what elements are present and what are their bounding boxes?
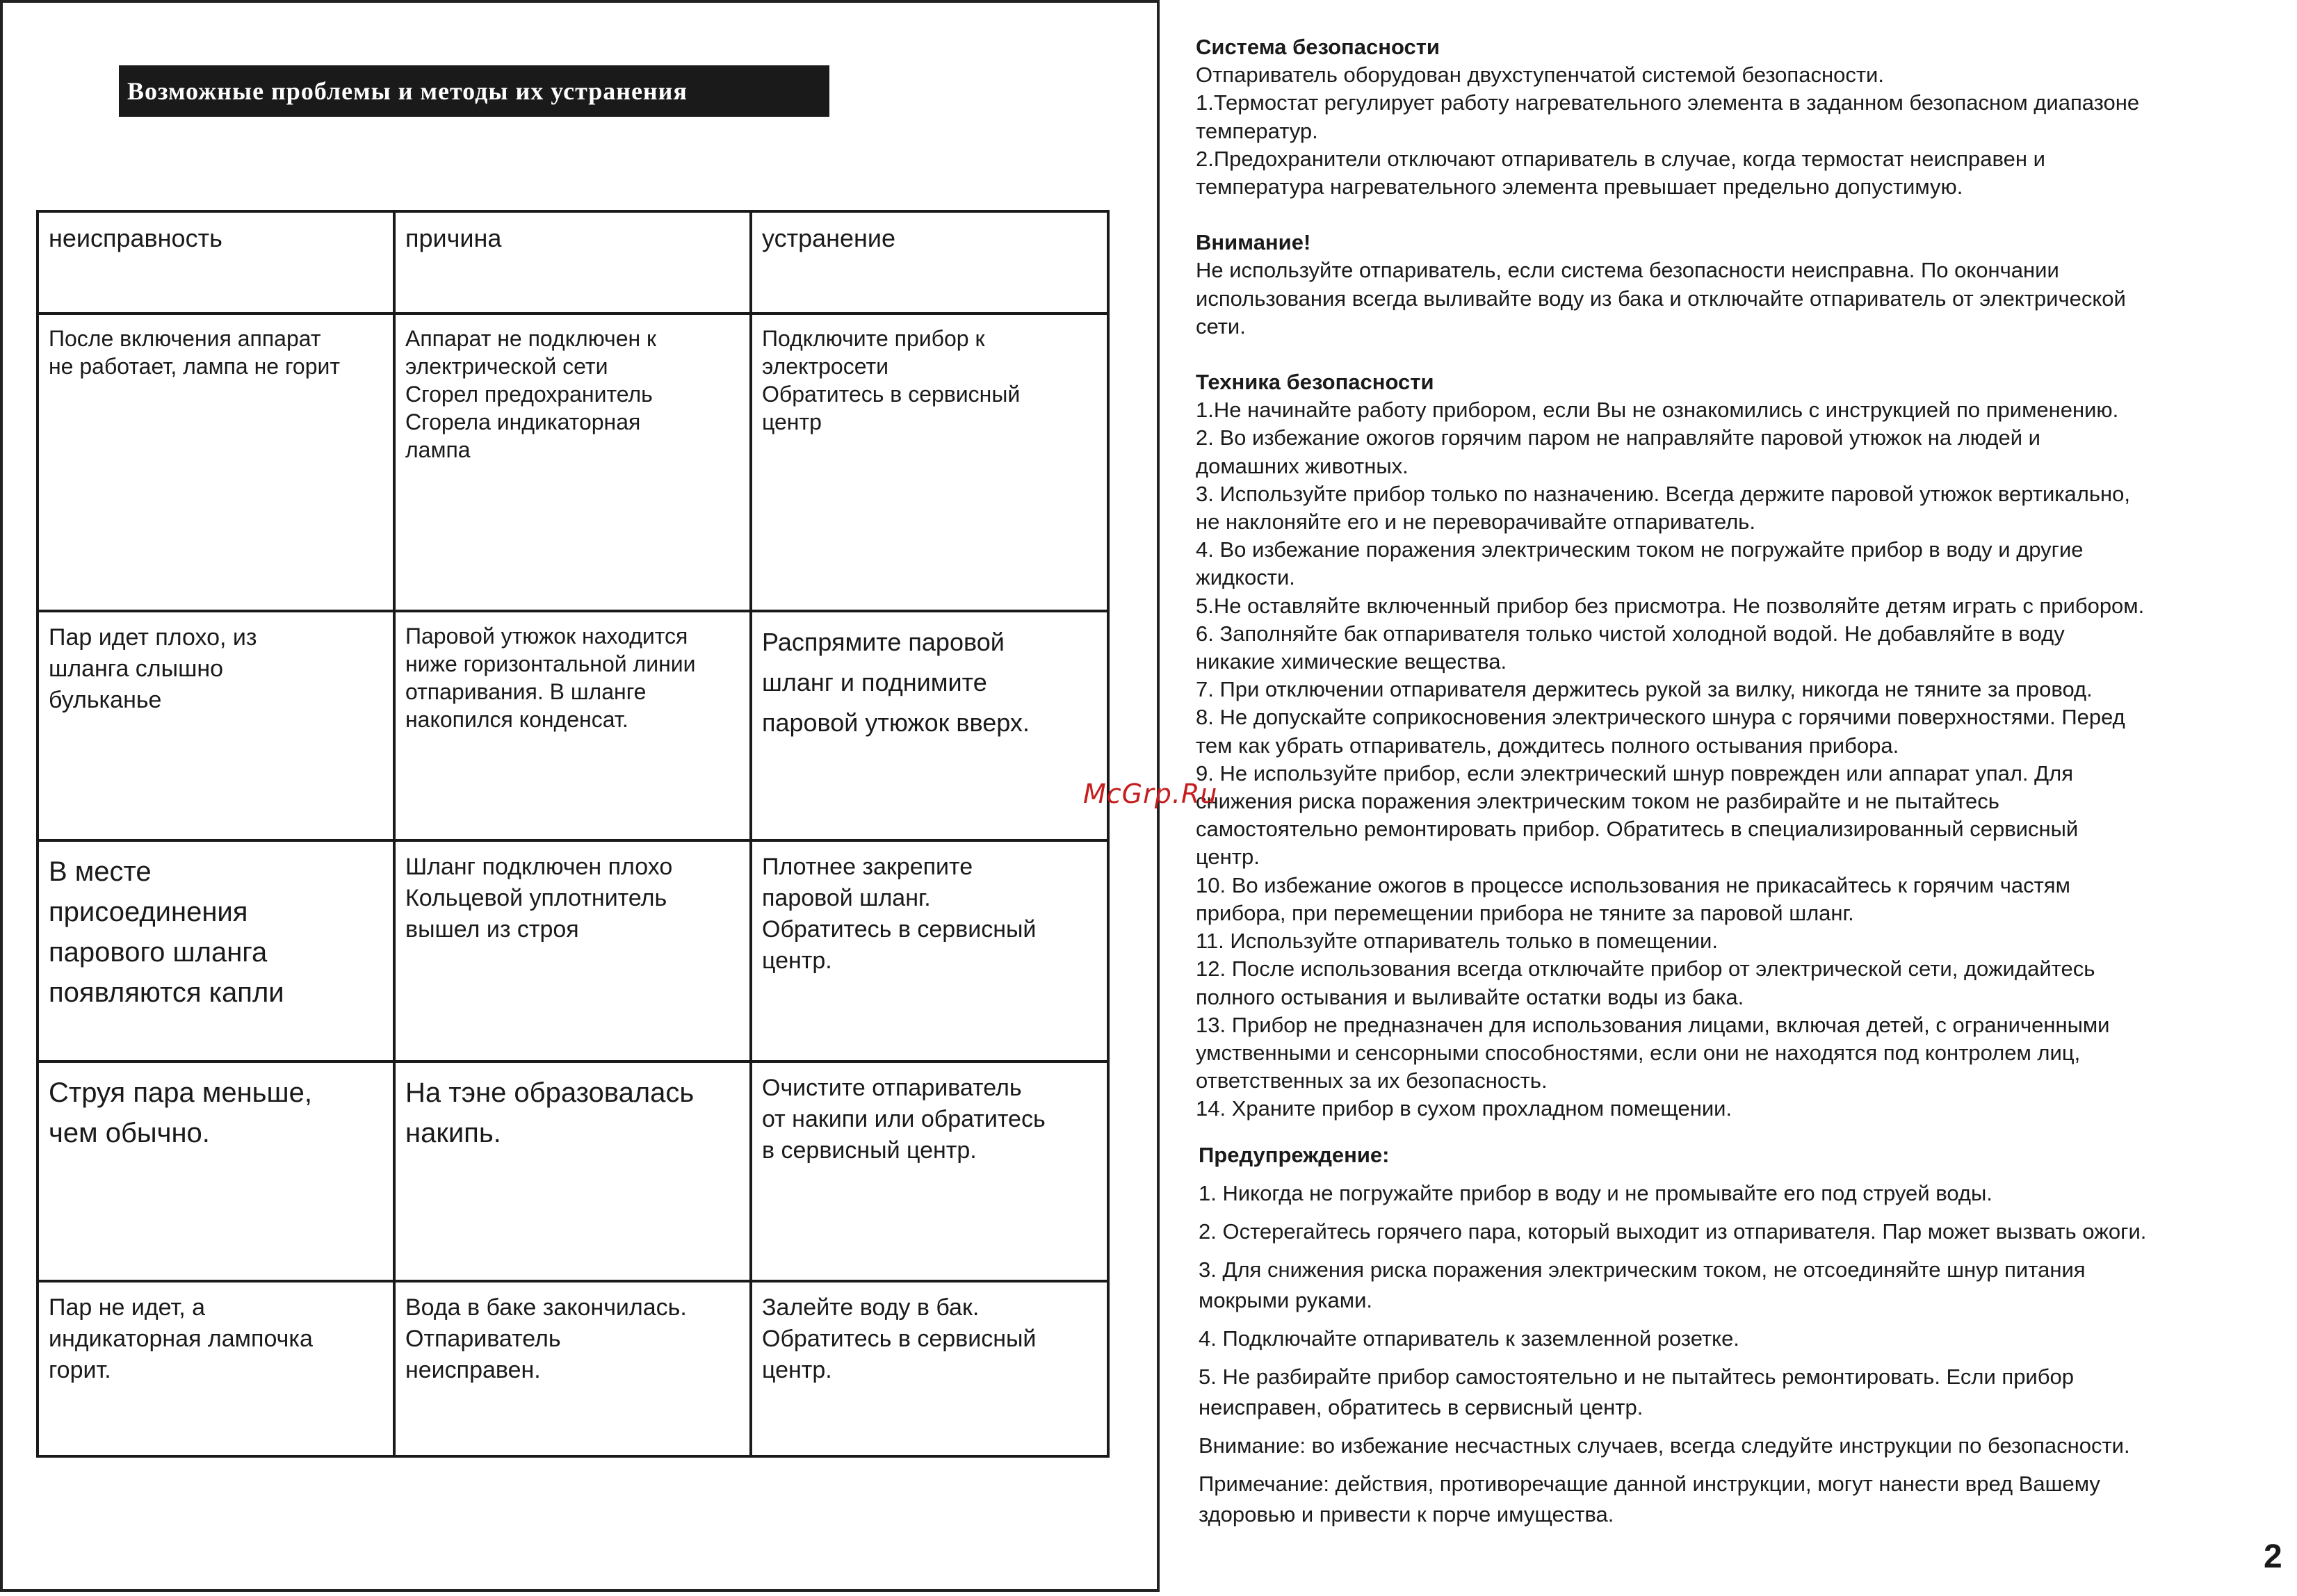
warning-item: 4. Подключайте отпариватель к заземленной розетке. — [1199, 1326, 1739, 1351]
problem-cell: Струя пара меньше, чем обычно. — [38, 1061, 394, 1281]
text-line: снижения риска поражения электрическим током не разбирайте и не пытайтесь — [1196, 789, 1999, 814]
warning-heading: Предупреждение: — [1199, 1143, 1390, 1167]
warning-item: 5. Не разбирайте прибор самостоятельно и не пытайтесь ремонтировать. Если прибор неисправен, обратитесь в сервисный центр. — [1199, 1365, 2074, 1419]
fix-cell: Очистите отпариватель от накипи или обратитесь в сервисный центр. — [751, 1061, 1108, 1281]
warning-item: Примечание: действия, противоречащие данной инструкции, могут нанести вред Вашему здоровью и привести к порче имущества. — [1199, 1472, 2100, 1526]
problem-cell: В месте присоединения парового шланга появляются капли — [38, 840, 394, 1061]
text-line: использования всегда выливайте воду из бака и отключайте отпариватель от электрической — [1196, 286, 2126, 311]
problem-cell: Пар идет плохо, из шланга слышно бульканье — [38, 611, 394, 840]
text-line: сети. — [1196, 314, 1246, 339]
table-row — [38, 1281, 1108, 1456]
problem-cell: После включения аппарат не работает, лампа не горит — [38, 314, 394, 611]
safety-rules-heading: Техника безопасности — [1196, 370, 1434, 395]
text-line: 11. Используйте отпариватель только в помещении. — [1196, 929, 1718, 954]
watermark: McGrp.Ru — [1083, 779, 1218, 809]
text-line: 3. Используйте прибор только по назначению. Всегда держите паровой утюжок вертикально, — [1196, 481, 2130, 506]
text-line: центр. — [1196, 845, 1260, 870]
warning-item: 2. Остерегайтесь горячего пара, который выходит из отпаривателя. Пар может вызвать ожоги. — [1199, 1219, 2147, 1244]
attention-heading: Внимание! — [1196, 230, 1311, 255]
warning-block — [1199, 1140, 2294, 1538]
text-line: 1.Термостат регулирует работу нагревательного элемента в заданном безопасном диапазоне — [1196, 90, 2140, 115]
cause-cell: Шланг подключен плохо Кольцевой уплотнитель вышел из строя — [394, 840, 751, 1061]
fix-cell: Плотнее закрепите паровой шланг. Обратитесь в сервисный центр. — [751, 840, 1108, 1061]
fix-cell: Залейте воду в бак. Обратитесь в сервисный центр. — [751, 1281, 1108, 1456]
cause-cell: Аппарат не подключен к электрической сети Сгорел предохранитель Сгорела индикаторная лампа — [394, 314, 751, 611]
text-line: умственными и сенсорными способностями, если они не находятся под контролем лиц, — [1196, 1040, 2081, 1065]
text-line: Отпариватель оборудован двухступенчатой системой безопасности. — [1196, 63, 1884, 88]
warning-item: 1. Никогда не погружайте прибор в воду и не промывайте его под струей воды. — [1199, 1181, 1992, 1205]
header-fix: устранение — [751, 211, 1108, 314]
table-row — [38, 611, 1108, 840]
right-page — [1196, 33, 2294, 1563]
warning-item: 3. Для снижения риска поражения электрическим током, не отсоединяйте шнур питания мокрыми руками. — [1199, 1257, 2086, 1312]
cause-cell: На тэне образовалась накипь. — [394, 1061, 751, 1281]
spacer — [1196, 341, 2294, 368]
header-problem: неисправность — [38, 211, 394, 314]
safety-text-block — [1196, 33, 2294, 1123]
text-line: температур. — [1196, 118, 1318, 143]
text-line: жидкости. — [1196, 565, 1295, 590]
text-line: 5.Не оставляйте включенный прибор без присмотра. Не позволяйте детям играть с прибором. — [1196, 593, 2145, 618]
text-line: 9. Не используйте прибор, если электрический шнур поврежден или аппарат упал. Для — [1196, 760, 2074, 785]
troubleshooting-table — [36, 210, 1110, 1458]
text-line: 2. Во избежание ожогов горячим паром не направляйте паровой утюжок на людей и — [1196, 425, 2040, 450]
text-line: температура нагревательного элемента превышает предельно допустимую. — [1196, 174, 1963, 200]
text-line: домашних животных. — [1196, 453, 1409, 478]
text-line: никакие химические вещества. — [1196, 649, 1507, 674]
table-row — [38, 1061, 1108, 1281]
text-line: тем как убрать отпариватель, дождитесь полного остывания прибора. — [1196, 733, 1899, 758]
text-line: 10. Во избежание ожогов в процессе использования не прикасайтесь к горячим частям — [1196, 872, 2070, 897]
text-line: 1.Не начинайте работу прибором, если Вы не ознакомились с инструкцией по применению. — [1196, 398, 2119, 423]
problem-cell: Пар не идет, а индикаторная лампочка горит. — [38, 1281, 394, 1456]
table-header-row — [38, 211, 1108, 314]
text-line: полного остывания и выливайте остатки воды из бака. — [1196, 984, 1744, 1009]
section-title: Возможные проблемы и методы их устранения — [119, 65, 829, 117]
text-line: 8. Не допускайте соприкосновения электрического шнура с горячими поверхностями. Перед — [1196, 705, 2125, 730]
text-line: прибора, при перемещении прибора не тяните за паровой шланг. — [1196, 900, 1854, 925]
text-line: 4. Во избежание поражения электрическим током не погружайте прибор в воду и другие — [1196, 537, 2084, 562]
warning-item: Внимание: во избежание несчастных случаев, всегда следуйте инструкции по безопасности. — [1199, 1433, 2130, 1458]
text-line: Не используйте отпариватель, если система безопасности неисправна. По окончании — [1196, 258, 2059, 283]
cause-cell: Вода в баке закончилась. Отпариватель неисправен. — [394, 1281, 751, 1456]
fix-cell: Распрямите паровой шланг и поднимите паровой утюжок вверх. — [751, 611, 1108, 840]
text-line: не наклоняйте его и не переворачивайте отпариватель. — [1196, 510, 1755, 535]
text-line: 12. После использования всегда отключайте прибор от электрической сети, дожидайтесь — [1196, 956, 2095, 982]
safety-system-heading: Система безопасности — [1196, 35, 1440, 59]
table-row — [38, 314, 1108, 611]
text-line: 2.Предохранители отключают отпариватель в случае, когда термостат неисправен и — [1196, 146, 2045, 171]
text-line: ответственных за их безопасность. — [1196, 1068, 1548, 1093]
text-line: 14. Храните прибор в сухом прохладном помещении. — [1196, 1096, 1732, 1121]
text-line: 7. При отключении отпаривателя держитесь рукой за вилку, никогда не тяните за провод. — [1196, 677, 2093, 702]
fix-cell: Подключите прибор к электросети Обратитесь в сервисный центр — [751, 314, 1108, 611]
header-cause: причина — [394, 211, 751, 314]
text-line: самостоятельно ремонтировать прибор. Обратитесь в специализированный сервисный — [1196, 817, 2079, 842]
cause-cell: Паровой утюжок находится ниже горизонтальной линии отпаривания. В шланге накопился конденсат. — [394, 611, 751, 840]
text-line: 13. Прибор не предназначен для использования лицами, включая детей, с ограниченными — [1196, 1012, 2110, 1037]
table-row — [38, 840, 1108, 1061]
spacer — [1196, 201, 2294, 229]
text-line: 6. Заполняйте бак отпаривателя только чистой холодной водой. Не добавляйте в воду — [1196, 621, 2065, 646]
page-number: 2 — [2264, 1538, 2282, 1575]
